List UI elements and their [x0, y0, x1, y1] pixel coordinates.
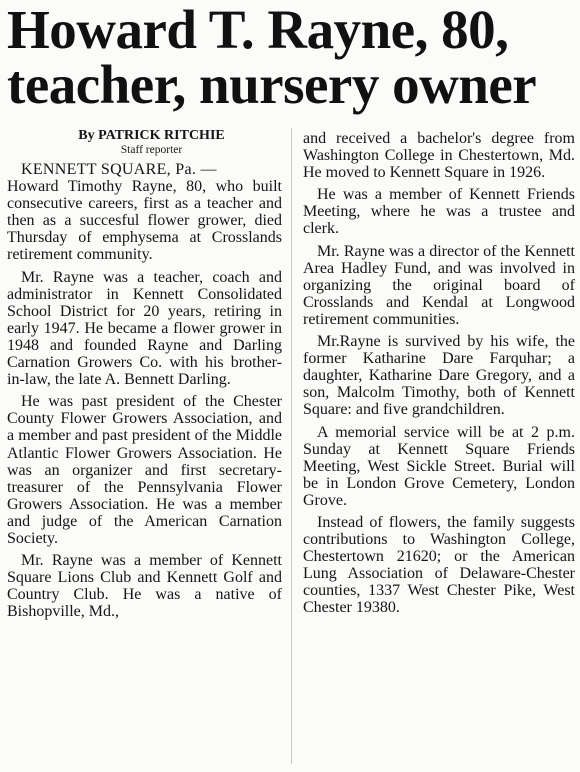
headline-line-2: teacher, nursery owner — [7, 54, 537, 115]
paragraph-2: Mr. Rayne was a teacher, coach and administrator in Kennett Consolidated School District for 20 years, retiring in early 1947. He became a flower grower in 1948 and founded Rayne and Darling Carnation Growers Co. with his brother-in-law, the late A. Bennett Darling. — [7, 268, 282, 389]
right-column — [303, 130, 575, 622]
paragraph-6: He was a member of Kennett Friends Meeting, where he was a trustee and clerk. — [303, 186, 575, 238]
paragraph-8: Mr.Rayne is survived by his wife, the former Katharine Dare Farquhar; a daughter, Katharine Dare Gregory, and a son, Malcolm Timothy, both of Kennett Square: and five grandchildren. — [303, 333, 575, 419]
paragraph-5: and received a bachelor's degree from Washington College in Chestertown, Md. He moved to Kennett Square in 1926. — [303, 130, 575, 182]
paragraph-7: Mr. Rayne was a director of the Kennett Area Hadley Fund, and was involved in organizing the original board of Crosslands and Kendal at Longwood retirement communities. — [303, 242, 575, 328]
headline — [7, 0, 577, 115]
left-column — [7, 128, 282, 625]
paragraph-3: He was past president of the Chester County Flower Growers Association, and a member and past president of the Middle Atlantic Flower Growers Association. He was an organizer and first secretary-treasurer of the Pennsylvania Flower Growers Association. He was a member and judge of the American Carnation Society. — [7, 393, 282, 547]
headline-line-1: Howard T. Rayne, 80, — [7, 0, 509, 60]
byline: By PATRICK RITCHIE — [78, 128, 225, 143]
paragraph-10: Instead of flowers, the family suggests contributions to Washington College, Chestertown 21620; or the American Lung Association of Delaware-Chester counties, 1337 West Chester Pike, West Chester 19380. — [303, 513, 575, 617]
byline-role: Staff reporter — [120, 144, 183, 156]
paragraph-9: A memorial service will be at 2 p.m. Sunday at Kennett Square Friends Meeting, West Sickle Street. Burial will be in London Grove Cemetery, London Grove. — [303, 423, 575, 509]
dateline: KENNETT SQUARE, Pa. — — [21, 161, 217, 178]
paragraph-1: Howard Timothy Rayne, 80, who built consecutive careers, first as a teacher and then as a succesful flower grower, died Thursday of emphysema at Crosslands retirement community. — [7, 178, 282, 264]
paragraph-4: Mr. Rayne was a member of Kennett Square Lions Club and Kennett Golf and Country Club. He was a native of Bishopville, Md., — [7, 552, 282, 621]
column-divider — [291, 128, 292, 764]
